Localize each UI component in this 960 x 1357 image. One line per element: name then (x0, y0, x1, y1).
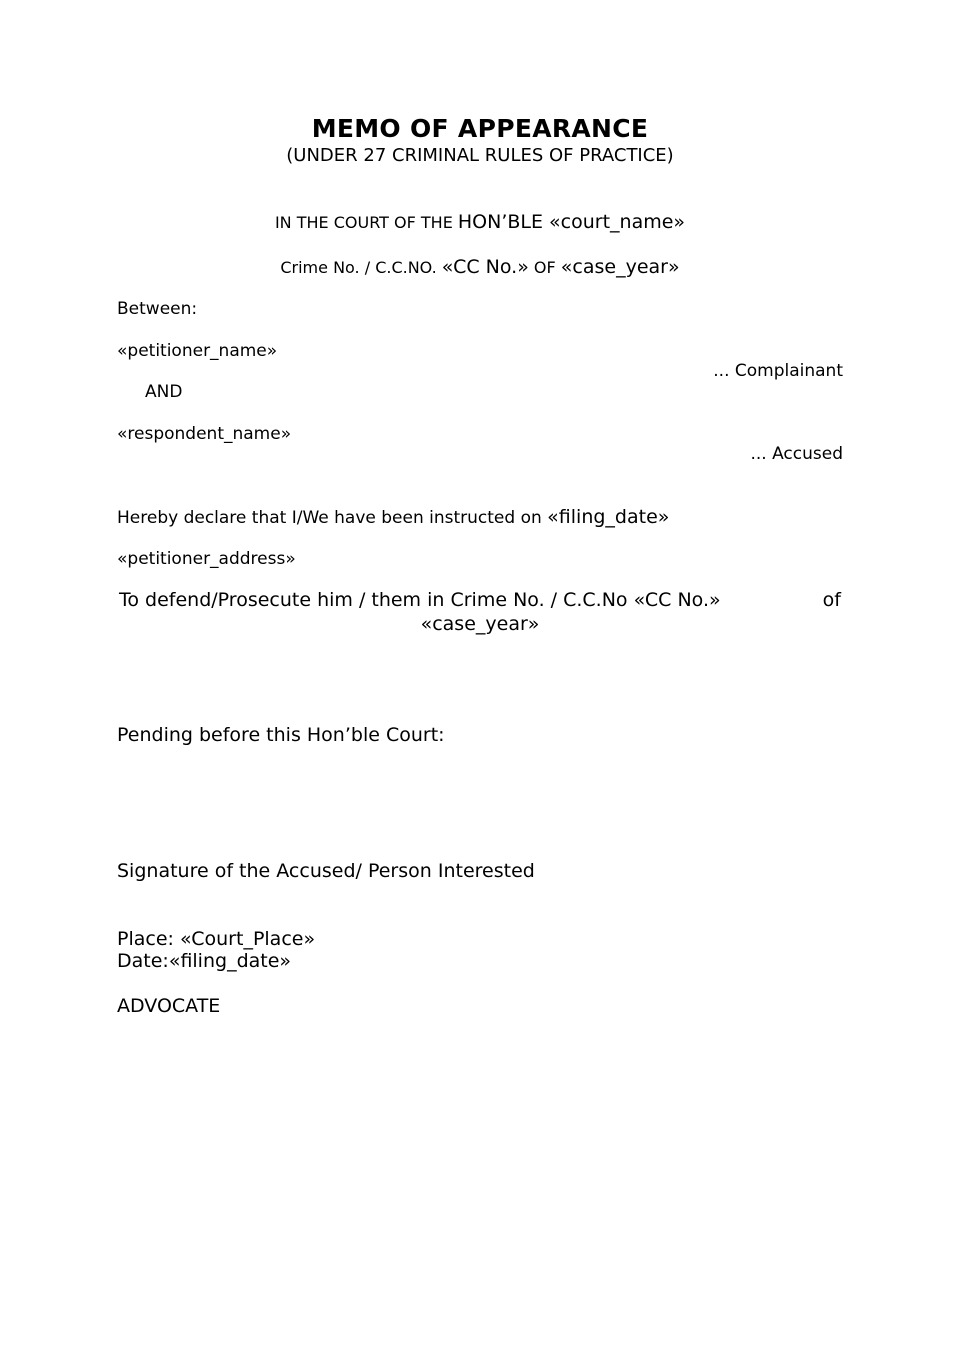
declaration-text: Hereby declare that I/We have been instructed on (117, 508, 548, 528)
between-label: Between: (117, 299, 198, 319)
defend-year: «case_year» (420, 613, 540, 635)
date-line: Date:«filing_date» (117, 950, 292, 972)
crime-prefix: Crime No. / C.C.NO. (280, 258, 442, 277)
document-subtitle: (UNDER 27 CRIMINAL RULES OF PRACTICE) (286, 145, 674, 166)
crime-cc-number: «CC No.» (441, 256, 529, 278)
respondent-name: «respondent_name» (117, 424, 292, 444)
court-prefix: IN THE COURT OF THE (274, 213, 458, 232)
defend-text: To defend/Prosecute him / them in Crime No. / C.C.No «CC No.» (119, 589, 721, 611)
declaration-line (117, 507, 669, 529)
petitioner-name: «petitioner_name» (117, 341, 278, 361)
signature-label: Signature of the Accused/ Person Interested (117, 860, 535, 882)
petitioner-address: «petitioner_address» (117, 549, 296, 569)
document-title: MEMO OF APPEARANCE (311, 114, 649, 143)
defend-of: of (822, 589, 841, 611)
declaration-date: «filing_date» (547, 506, 670, 528)
crime-year: «case_year» (560, 256, 680, 278)
complainant-label: ... Complainant (713, 361, 843, 381)
court-name: HON’BLE «court_name» (457, 211, 686, 233)
accused-label: ... Accused (750, 444, 843, 464)
and-label: AND (145, 382, 183, 402)
crime-of: OF (528, 258, 561, 277)
pending-label: Pending before this Hon’ble Court: (117, 724, 445, 746)
court-line (0, 212, 960, 234)
place-line: Place: «Court_Place» (117, 928, 316, 950)
crime-line (0, 257, 960, 279)
advocate-label: ADVOCATE (117, 995, 221, 1017)
defend-line (117, 590, 843, 612)
